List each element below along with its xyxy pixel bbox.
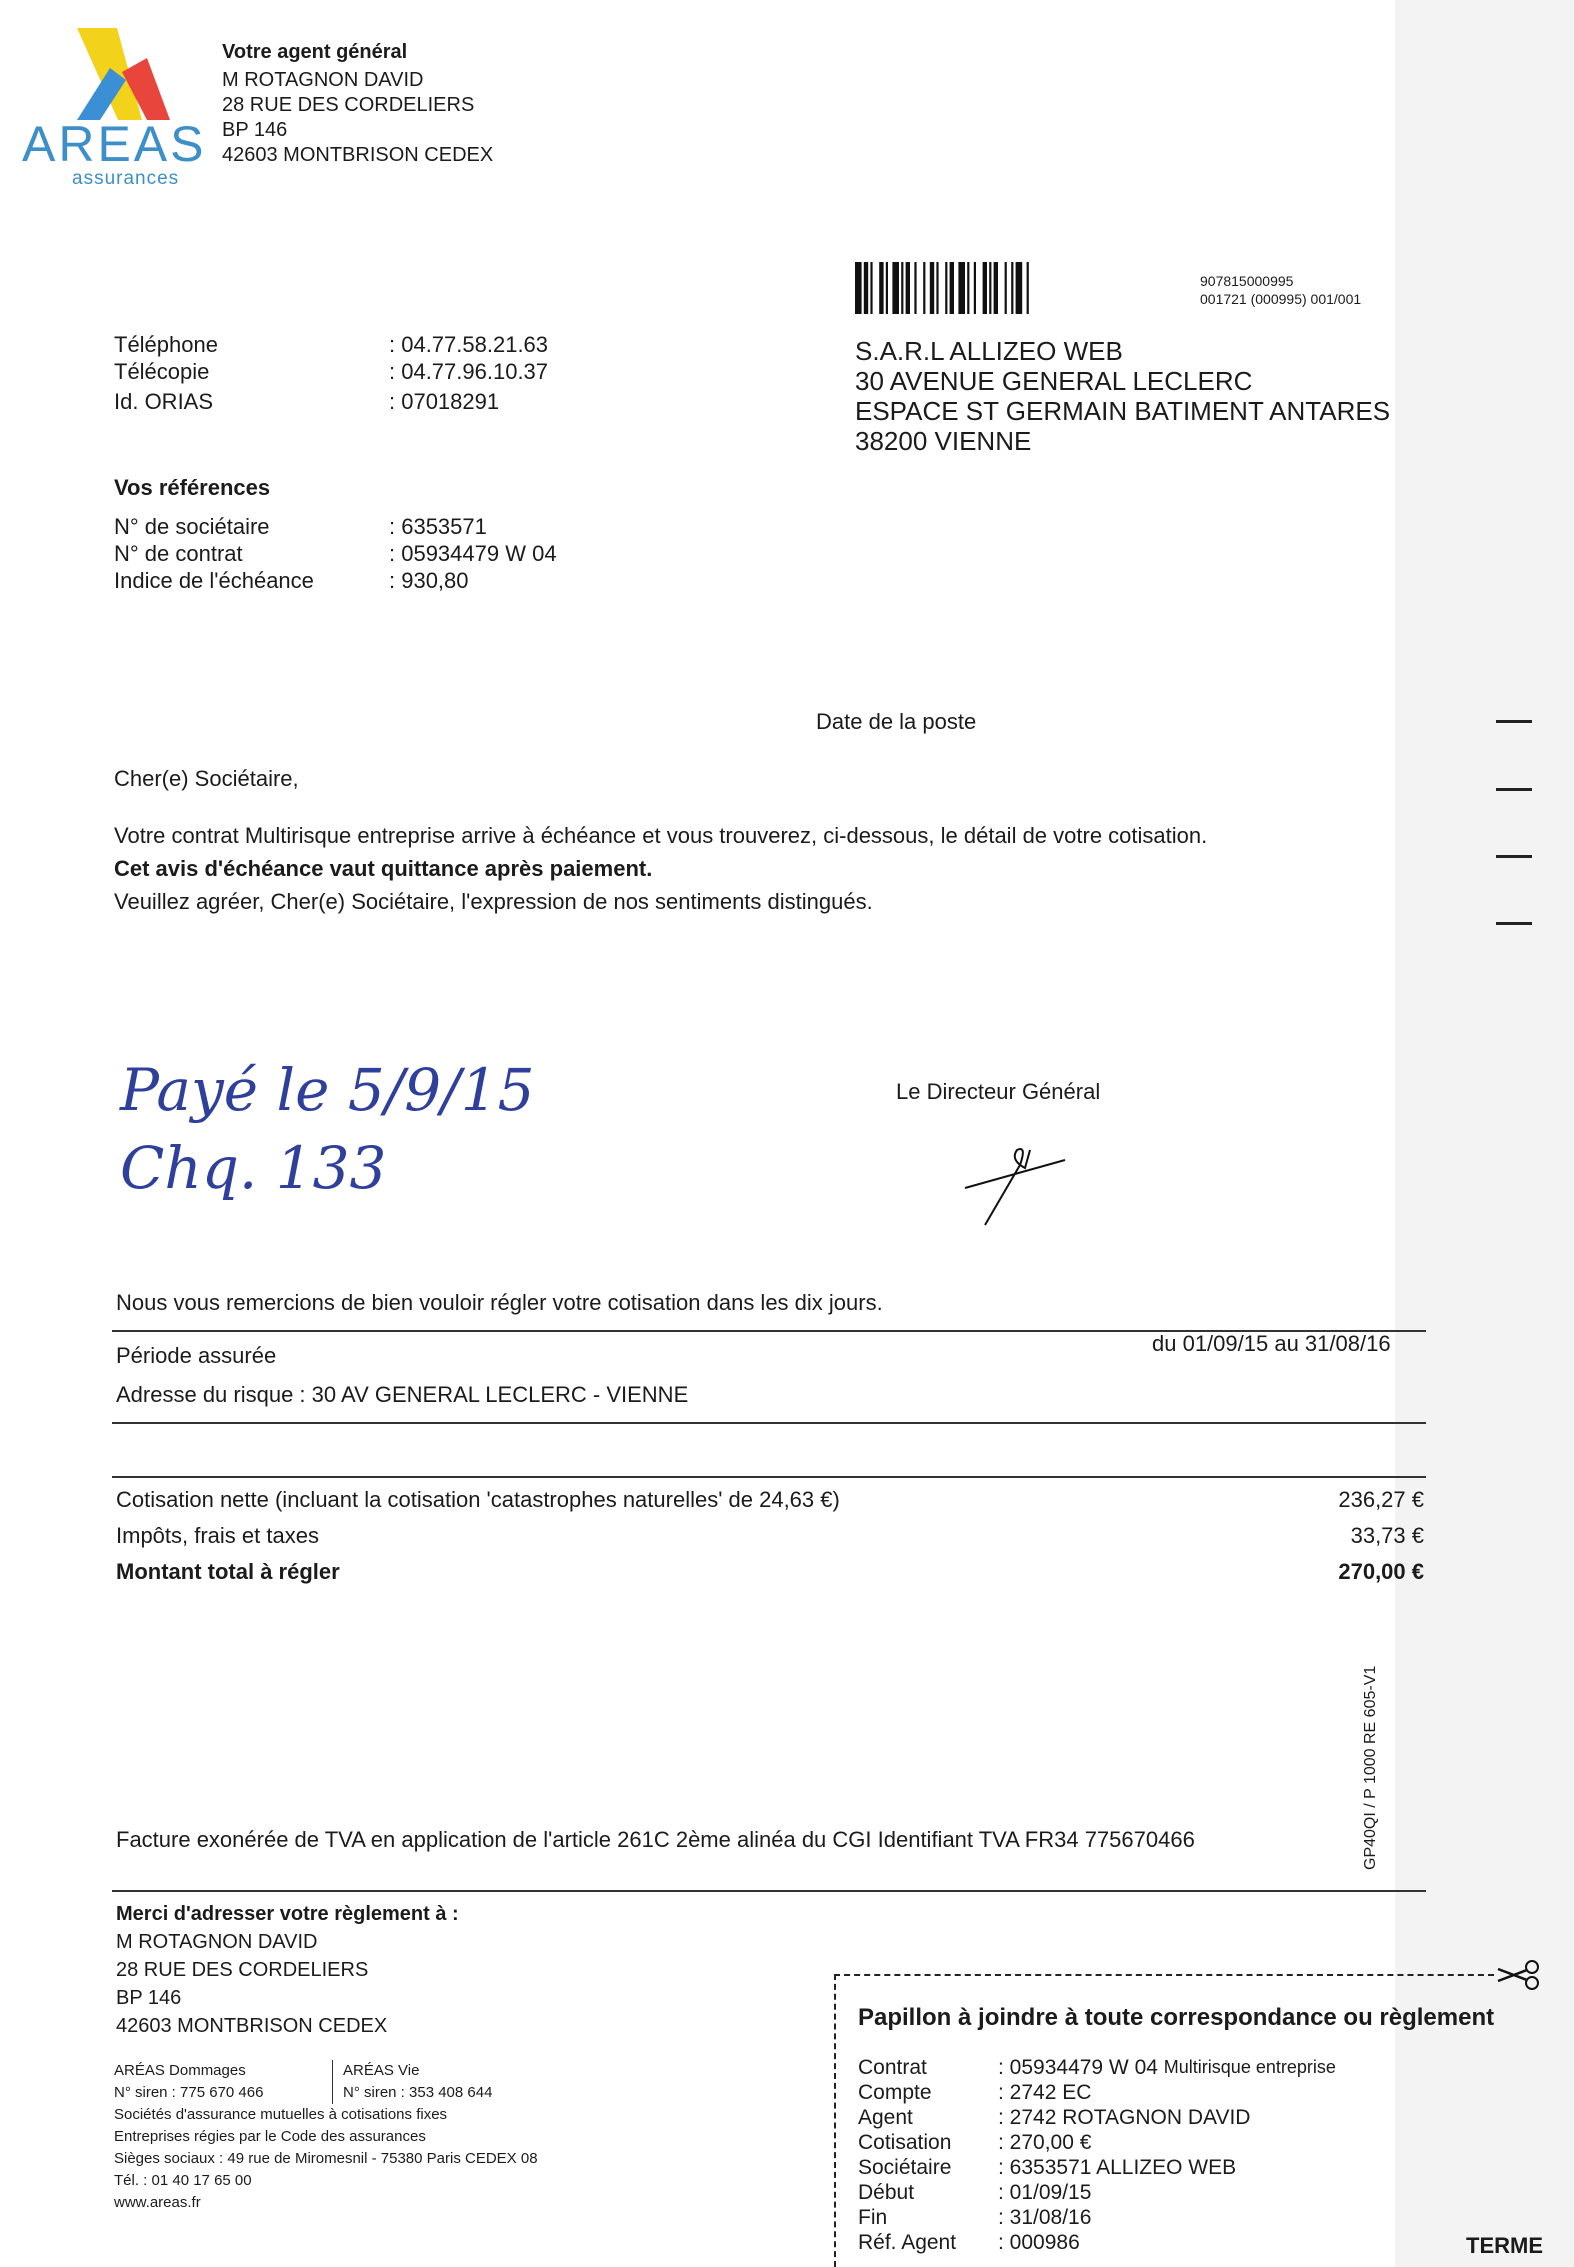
reference-label: N° de contrat bbox=[114, 541, 243, 566]
logo-wordmark: AREAS bbox=[22, 116, 207, 172]
amount-total-value: 270,00 € bbox=[1338, 1559, 1424, 1584]
contact-label: Id. ORIAS bbox=[114, 389, 214, 414]
amount-row bbox=[116, 1522, 1424, 1558]
footer-company-name: ARÉAS Vie bbox=[343, 2062, 420, 2079]
legal-footer bbox=[114, 2060, 614, 2214]
reference-value: : 930,80 bbox=[389, 568, 469, 593]
coupon-value: : 2742 ROTAGNON DAVID bbox=[998, 2106, 1251, 2129]
scanned-page-shadow bbox=[1395, 0, 1574, 2267]
barcode-bar bbox=[967, 262, 969, 314]
coupon-label: Début bbox=[858, 2181, 915, 2204]
agent-name: M ROTAGNON DAVID bbox=[222, 69, 424, 91]
contact-label: Télécopie bbox=[114, 359, 210, 384]
coupon-label: Fin bbox=[858, 2206, 888, 2229]
barcode-graphic bbox=[855, 262, 1165, 314]
side-form-code: GP40QI / P 1000 RE 605-V1 bbox=[1362, 1665, 1379, 1870]
contact-block bbox=[114, 331, 674, 415]
reference-row bbox=[114, 540, 674, 567]
coupon-label: Contrat bbox=[858, 2056, 927, 2079]
contact-value: : 04.77.96.10.37 bbox=[389, 359, 549, 384]
barcode-bar bbox=[906, 262, 910, 314]
references-block bbox=[114, 474, 674, 594]
coupon-dashed-border bbox=[834, 1974, 836, 2267]
letter-closing: Veuillez agréer, Cher(e) Sociétaire, l'expression de nos sentiments distingués. bbox=[114, 889, 873, 914]
amount-value: 236,27 € bbox=[1338, 1487, 1424, 1512]
barcode-bar bbox=[892, 262, 899, 314]
fold-mark bbox=[1496, 788, 1532, 791]
payment-address-block bbox=[116, 1902, 459, 2039]
agent-heading: Votre agent général bbox=[222, 41, 408, 63]
coupon-row bbox=[858, 2105, 1538, 2130]
contact-row bbox=[114, 358, 674, 385]
coupon-row bbox=[858, 2230, 1538, 2255]
reference-row bbox=[114, 513, 674, 540]
footer-line: Sociétés d'assurance mutuelles à cotisations fixes bbox=[114, 2106, 448, 2123]
contact-value: : 04.77.58.21.63 bbox=[389, 332, 549, 357]
barcode-bar bbox=[983, 262, 987, 314]
recipient-city: 38200 VIENNE bbox=[855, 426, 1032, 456]
coupon-label: Compte bbox=[858, 2081, 932, 2104]
barcode-bar bbox=[994, 262, 998, 314]
reference-row bbox=[114, 567, 674, 594]
fold-mark bbox=[1496, 922, 1532, 925]
payment-coupon bbox=[858, 2003, 1538, 2255]
period-value: du 01/09/15 au 31/08/16 bbox=[1152, 1331, 1391, 1356]
barcode-bar bbox=[1027, 262, 1029, 314]
recipient-address2: ESPACE ST GERMAIN BATIMENT ANTARES bbox=[855, 396, 1391, 426]
coupon-value: : 01/09/15 bbox=[998, 2181, 1092, 2204]
fold-mark bbox=[1496, 720, 1532, 723]
handwritten-note bbox=[120, 1055, 535, 1203]
recipient-address1: 30 AVENUE GENERAL LECLERC bbox=[855, 366, 1253, 396]
logo-tagline: assurances bbox=[72, 168, 180, 189]
references-heading: Vos références bbox=[114, 475, 271, 500]
barcode-bar bbox=[886, 262, 888, 314]
barcode-caption bbox=[1200, 272, 1361, 308]
letter-body bbox=[114, 765, 1414, 915]
coupon-row bbox=[858, 2055, 1538, 2080]
barcode-bar bbox=[950, 262, 954, 314]
recipient-block bbox=[855, 336, 1390, 456]
agent-city: 42603 MONTBRISON CEDEX bbox=[222, 144, 494, 166]
coupon-title: Papillon à joindre à toute correspondance ou règlement bbox=[858, 2004, 1495, 2031]
coupon-row bbox=[858, 2155, 1538, 2180]
barcode-bar bbox=[870, 262, 872, 314]
coupon-label: Cotisation bbox=[858, 2131, 952, 2154]
footer-companies bbox=[114, 2060, 614, 2104]
coupon-row bbox=[858, 2080, 1538, 2105]
period-label: Période assurée bbox=[116, 1343, 277, 1368]
payment-request: Nous vous remercions de bien vouloir régler votre cotisation dans les dix jours. bbox=[116, 1290, 883, 1315]
barcode-bar bbox=[1005, 262, 1007, 314]
coupon-label: Réf. Agent bbox=[858, 2231, 957, 2254]
handwritten-line: Payé le 5/9/15 bbox=[120, 1056, 535, 1124]
footer-link: www.areas.fr bbox=[114, 2194, 201, 2211]
barcode-bar bbox=[930, 262, 934, 314]
barcode-bar bbox=[855, 262, 862, 314]
payment-city: 42603 MONTBRISON CEDEX bbox=[116, 2015, 388, 2037]
footer-company bbox=[332, 2060, 492, 2104]
footer-line: Sièges sociaux : 49 rue de Miromesnil - 75380 Paris CEDEX 08 bbox=[114, 2150, 538, 2167]
amount-row bbox=[116, 1486, 1424, 1522]
contact-row bbox=[114, 331, 674, 358]
barcode-bar bbox=[1016, 262, 1023, 314]
divider bbox=[112, 1476, 1426, 1478]
footer-line: Entreprises régies par le Code des assurances bbox=[114, 2128, 426, 2145]
coupon-value: : 6353571 ALLIZEO WEB bbox=[998, 2156, 1237, 2179]
agent-address1: 28 RUE DES CORDELIERS bbox=[222, 94, 475, 116]
divider bbox=[112, 1890, 1426, 1892]
coupon-value: : 000986 bbox=[998, 2231, 1080, 2254]
agent-address2: BP 146 bbox=[222, 119, 288, 141]
coupon-row bbox=[858, 2130, 1538, 2155]
barcode-bar bbox=[945, 262, 947, 314]
handwritten-line: Chq. 133 bbox=[120, 1134, 387, 1202]
barcode-bar bbox=[879, 262, 883, 314]
divider bbox=[112, 1422, 1426, 1424]
reference-value: : 6353571 bbox=[389, 514, 487, 539]
letter-paragraph-bold: Cet avis d'échéance vaut quittance après paiement. bbox=[114, 856, 653, 881]
recipient-name: S.A.R.L ALLIZEO WEB bbox=[855, 336, 1123, 366]
barcode-bar bbox=[923, 262, 925, 314]
vat-note: Facture exonérée de TVA en application de l'article 261C 2ème alinéa du CGI Identifiant TVA FR34 775670466 bbox=[116, 1827, 1195, 1852]
payment-name: M ROTAGNON DAVID bbox=[116, 1931, 318, 1953]
coupon-value: : 31/08/16 bbox=[998, 2206, 1092, 2229]
contact-row bbox=[114, 388, 674, 415]
barcode-bar bbox=[958, 262, 965, 314]
payment-heading: Merci d'adresser votre règlement à : bbox=[116, 1903, 459, 1925]
barcode-bar bbox=[901, 262, 903, 314]
coupon-label: Agent bbox=[858, 2106, 913, 2129]
areas-logo bbox=[22, 20, 212, 195]
coupon-extra: Multirisque entreprise bbox=[1163, 2057, 1336, 2077]
barcode-line2: 001721 (000995) 001/001 bbox=[1200, 291, 1362, 307]
contact-label: Téléphone bbox=[114, 332, 218, 357]
scissors-icon bbox=[1494, 1958, 1542, 1992]
reference-value: : 05934479 W 04 bbox=[389, 541, 557, 566]
footer-siren: N° siren : 775 670 466 bbox=[114, 2084, 264, 2101]
amount-total-label: Montant total à régler bbox=[116, 1559, 340, 1584]
barcode-bar bbox=[974, 262, 976, 314]
coupon-value: : 270,00 € bbox=[998, 2131, 1092, 2154]
fold-mark bbox=[1496, 855, 1532, 858]
salutation: Cher(e) Sociétaire, bbox=[114, 766, 299, 791]
footer-line: Tél. : 01 40 17 65 00 bbox=[114, 2172, 252, 2189]
amount-total-row bbox=[116, 1558, 1424, 1594]
barcode-bar bbox=[989, 262, 991, 314]
reference-label: N° de sociétaire bbox=[114, 514, 270, 539]
reference-label: Indice de l'échéance bbox=[114, 568, 314, 593]
barcode-bar bbox=[864, 262, 868, 314]
date-line: Date de la poste bbox=[816, 709, 977, 734]
barcode-bar bbox=[1011, 262, 1013, 314]
contact-value: : 07018291 bbox=[389, 389, 500, 414]
logo-mark-icon bbox=[22, 20, 212, 130]
payment-address1: 28 RUE DES CORDELIERS bbox=[116, 1959, 369, 1981]
barcode-bar bbox=[914, 262, 916, 314]
coupon-row bbox=[858, 2205, 1538, 2230]
signature-title: Le Directeur Général bbox=[896, 1079, 1101, 1104]
barcode-line1: 907815000995 bbox=[1200, 273, 1294, 289]
payment-address2: BP 146 bbox=[116, 1987, 182, 2009]
footer-company bbox=[114, 2060, 332, 2104]
coupon-row bbox=[858, 2180, 1538, 2205]
signature-mark bbox=[955, 1130, 1075, 1230]
coupon-value: : 05934479 W 04 bbox=[998, 2056, 1158, 2079]
footer-company-name: ARÉAS Dommages bbox=[114, 2062, 246, 2079]
amount-label: Cotisation nette (incluant la cotisation 'catastrophes naturelles' de 24,63 €) bbox=[116, 1487, 840, 1512]
coupon-dashed-border bbox=[834, 1974, 1494, 1976]
barcode-bar bbox=[936, 262, 938, 314]
coupon-label: Sociétaire bbox=[858, 2156, 952, 2179]
agent-block bbox=[222, 40, 493, 168]
terme-label: TERME bbox=[1466, 2233, 1543, 2258]
footer-siren: N° siren : 353 408 644 bbox=[343, 2084, 493, 2101]
amount-label: Impôts, frais et taxes bbox=[116, 1523, 319, 1548]
letter-paragraph: Votre contrat Multirisque entreprise arrive à échéance et vous trouverez, ci-dessous, le détail de votre cotisation. bbox=[114, 823, 1208, 848]
amounts-table bbox=[116, 1486, 1424, 1594]
risk-address: Adresse du risque : 30 AV GENERAL LECLERC - VIENNE bbox=[116, 1382, 689, 1407]
amount-value: 33,73 € bbox=[1350, 1523, 1424, 1548]
coupon-value: : 2742 EC bbox=[998, 2081, 1092, 2104]
